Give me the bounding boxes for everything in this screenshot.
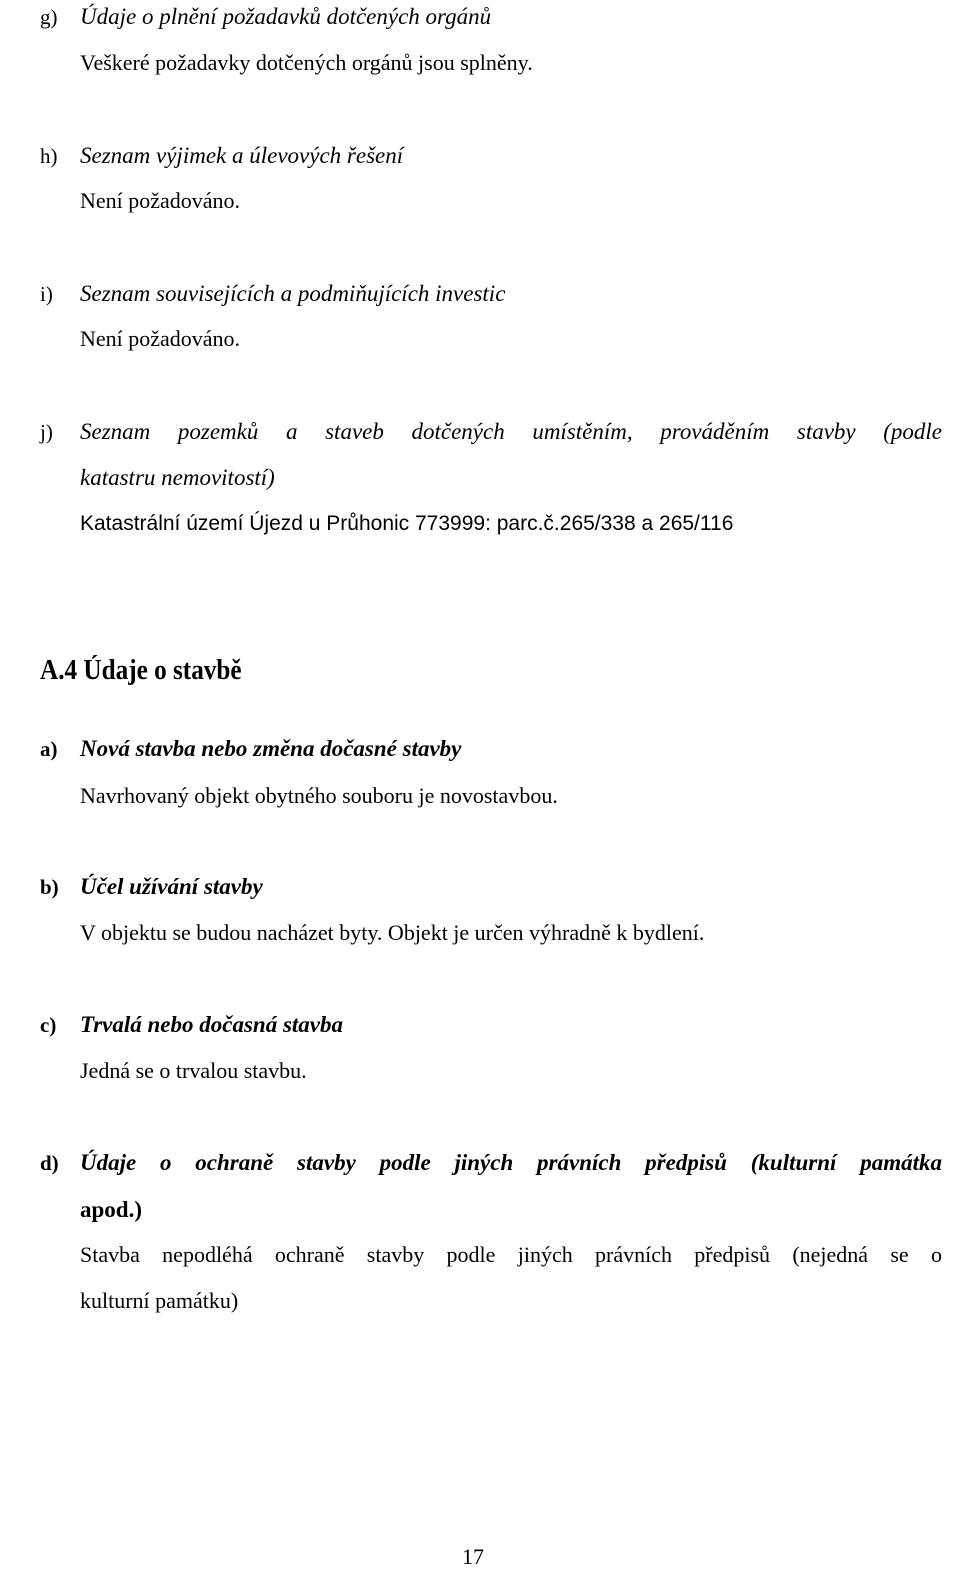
item-a-heading: Nová stavba nebo změna dočasné stavby <box>80 736 462 761</box>
item-j-body: Katastrální území Újezd u Průhonic 773999: parc.č.265/338 a 265/116 <box>80 512 734 535</box>
item-j-marker: j) <box>40 420 53 444</box>
item-c-marker: c) <box>40 1013 57 1037</box>
item-i-body: Není požadováno. <box>80 326 241 351</box>
item-h-body: Není požadováno. <box>80 188 241 213</box>
item-h-heading: Seznam výjimek a úlevových řešení <box>80 143 404 168</box>
item-i-heading: Seznam souvisejících a podmiňujících investic <box>80 281 506 306</box>
item-g-heading: Údaje o plnění požadavků dotčených orgánů <box>80 4 492 29</box>
item-d-body-line2: kulturní památku) <box>80 1288 239 1313</box>
item-d-heading-line2-tail: ) <box>134 1197 143 1222</box>
item-b-body: V objektu se budou nacházet byty. Objekt je určen výhradně k bydlení. <box>80 920 705 945</box>
item-d-body-line1: Stavba nepodléhá ochraně stavby podle jiných právních předpisů (nejedná se o <box>80 1242 942 1267</box>
item-b-heading: Účel užívání stavby <box>80 874 263 899</box>
item-d-heading-line2-italic: apod. <box>80 1197 135 1222</box>
item-g-marker: g) <box>40 5 58 29</box>
item-h-marker: h) <box>40 144 58 168</box>
item-c-heading: Trvalá nebo dočasná stavba <box>80 1012 343 1037</box>
item-g-body: Veškeré požadavky dotčených orgánů jsou splněny. <box>80 50 533 75</box>
item-j-heading-line1: Seznam pozemků a staveb dotčených umístěním, prováděním stavby (podle <box>80 419 942 444</box>
page-number: 17 <box>462 1544 484 1569</box>
item-d-heading-line2 <box>80 1197 142 1223</box>
item-i-marker: i) <box>40 282 53 306</box>
item-b-marker: b) <box>40 875 59 899</box>
item-a-body: Navrhovaný objekt obytného souboru je novostavbou. <box>80 783 558 808</box>
item-d-marker: d) <box>40 1151 59 1175</box>
item-a-marker: a) <box>40 737 58 761</box>
item-j-heading-line2: katastru nemovitostí) <box>80 465 275 490</box>
item-d-heading-line1: Údaje o ochraně stavby podle jiných právních předpisů (kulturní památka <box>80 1150 942 1175</box>
item-c-body: Jedná se o trvalou stavbu. <box>80 1058 307 1083</box>
section-title: A.4 Údaje o stavbě <box>40 655 242 686</box>
